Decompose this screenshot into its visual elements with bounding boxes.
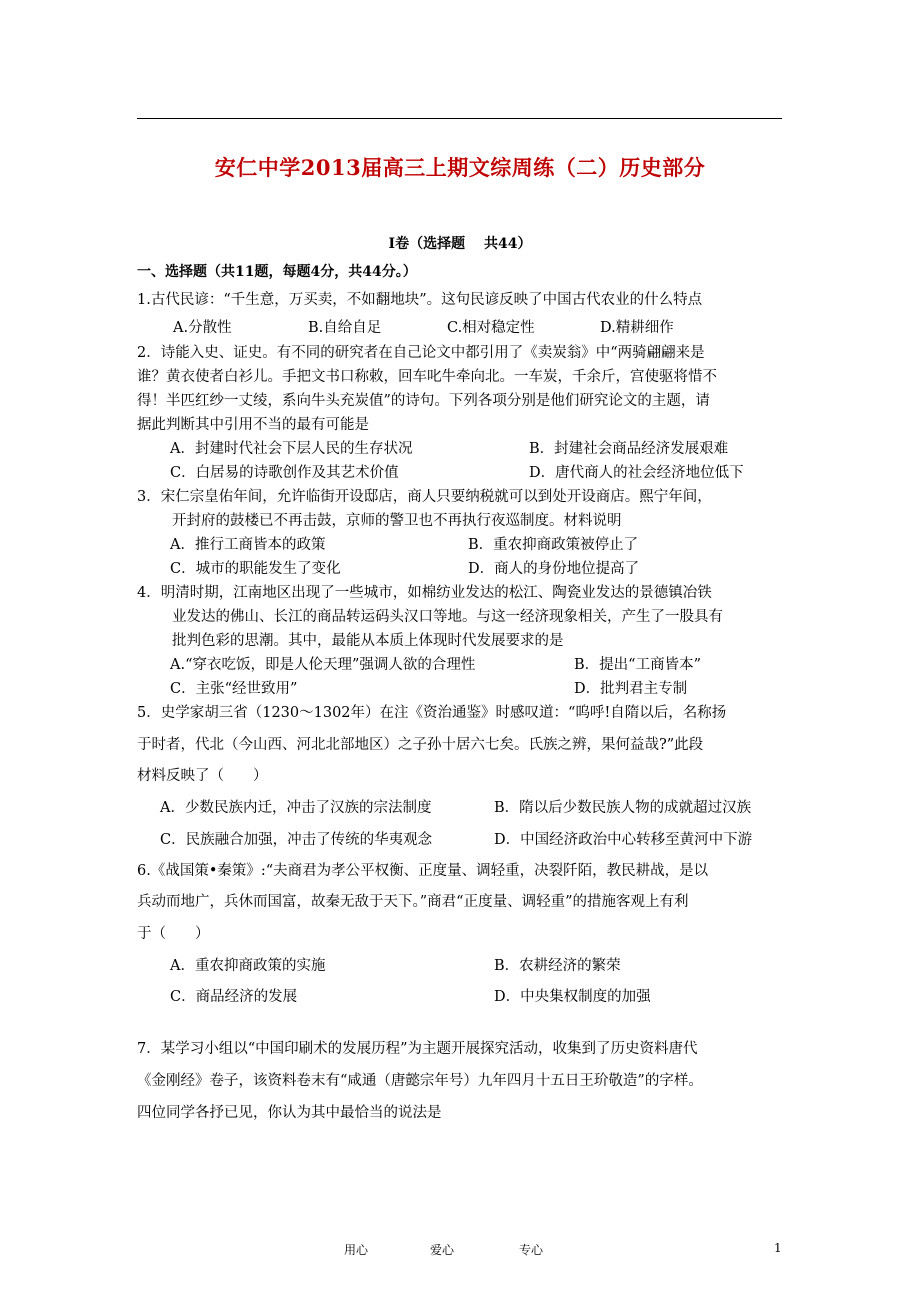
question-5-stem-line: 5．史学家胡三省（1230～1302年）在注《资治通鉴》时感叹道：“呜呼!自隋以后，名称扬	[137, 705, 727, 721]
question-4-option-a: A.“穿衣吃饭，即是人伦天理”强调人欲的合理性	[170, 657, 476, 673]
question-3-option-a: A．推行工商皆本的政策	[170, 537, 326, 553]
question-4-option-b: B．提出“工商皆本”	[574, 657, 701, 673]
question-3-option-d: D．商人的身份地位提高了	[468, 561, 640, 577]
question-2-option-d: D．唐代商人的社会经济地位低下	[529, 465, 744, 481]
question-1-option-a: A.分散性	[173, 320, 232, 336]
question-7-stem-line: 四位同学各抒已见，你认为其中最恰当的说法是	[137, 1105, 442, 1121]
question-4-stem-line: 4．明清时期，江南地区出现了一些城市，如棉纺业发达的松江、陶瓷业发达的景德镇冶铁	[137, 585, 712, 601]
page-number: 1	[774, 1241, 782, 1255]
question-2-stem-line: 谁？黄衣使者白衫儿。手把文书口称敕，回车叱牛牵向北。一车炭，千余斤，宫使驱将惜不	[137, 369, 717, 385]
part-heading: 一、选择题（共11题，每题4分，共44分。）	[137, 264, 417, 280]
question-6-option-b: B．农耕经济的繁荣	[494, 958, 621, 974]
question-3-stem-line: 3．宋仁宗皇佑年间，允许临街开设邸店，商人只要纳税就可以到处开设商店。熙宁年间，	[137, 489, 712, 505]
question-7-stem-line: 《金刚经》卷子，该资料卷末有“咸通（唐懿宗年号）九年四月十五日王玠敬造”的字样。	[137, 1073, 703, 1089]
question-6-option-c: C．商品经济的发展	[170, 989, 298, 1005]
question-6-stem-line: 于（ ）	[137, 926, 210, 942]
question-5-stem-line: 材料反映了（ ）	[137, 768, 268, 784]
question-3-stem-line: 开封府的鼓楼已不再击鼓，京师的警卫也不再执行夜巡制度。材料说明	[172, 513, 622, 529]
question-4-stem-line: 业发达的佛山、长江的商品转运码头汉口等地。与这一经济现象相关，产生了一股具有	[172, 609, 723, 625]
footer-left-text: 用心	[344, 1243, 369, 1257]
question-4-option-d: D．批判君主专制	[574, 681, 688, 697]
question-6-stem-line: 6.《战国策•秦策》:“夫商君为孝公平权衡、正度量、调轻重，决裂阡陌，教民耕战，是以	[137, 863, 709, 879]
question-3-option-b: B．重农抑商政策被停止了	[468, 537, 639, 553]
question-1-option-d: D.精耕细作	[600, 320, 674, 336]
question-5-option-a: A．少数民族内迁，冲击了汉族的宗法制度	[160, 800, 432, 816]
question-2-stem-line: 2．诗能入史、证史。有不同的研究者在自己论文中都引用了《卖炭翁》中“两骑翩翩来是	[137, 345, 705, 361]
question-2-stem-line: 据此判断其中引用不当的最有可能是	[137, 417, 369, 433]
question-5-option-b: B．隋以后少数民族人物的成就超过汉族	[494, 800, 752, 816]
question-6-stem-line: 兵动而地广，兵休而国富，故秦无敌于天下。”商君“正度量、调轻重”的措施客观上有利	[137, 894, 689, 910]
question-4-option-c: C．主张“经世致用”	[170, 681, 298, 697]
question-2-option-a: A．封建时代社会下层人民的生存状况	[170, 441, 413, 457]
question-5-option-c: C．民族融合加强，冲击了传统的华夷观念	[160, 832, 433, 848]
header-rule	[137, 118, 782, 119]
question-4-stem-line: 批判色彩的思潮。其中，最能从本质上体现时代发展要求的是	[172, 633, 564, 649]
question-2-option-c: C．白居易的诗歌创作及其艺术价值	[170, 465, 399, 481]
question-6-option-a: A．重农抑商政策的实施	[170, 958, 326, 974]
footer-middle-text: 爱心	[430, 1243, 455, 1257]
question-5-stem-line: 于时者，代北（今山西、河北北部地区）之子孙十居六七矣。氏族之辨，果何益哉?”此段	[137, 737, 704, 753]
question-1-stem-line: 1.古代民谚：“千生意，万买卖，不如翻地块”。这句民谚反映了中国古代农业的什么特点	[137, 292, 703, 308]
question-1-option-c: C.相对稳定性	[447, 320, 535, 336]
question-1-option-b: B.自给自足	[308, 320, 382, 336]
section-heading: Ⅰ卷（选择题 共44）	[388, 236, 532, 252]
question-6-option-d: D．中央集权制度的加强	[494, 989, 651, 1005]
question-7-stem-line: 7．某学习小组以“中国印刷术的发展历程”为主题开展探究活动，收集到了历史资料唐代	[137, 1041, 698, 1057]
footer-right-text: 专心	[519, 1243, 544, 1257]
question-3-option-c: C．城市的职能发生了变化	[170, 561, 341, 577]
question-2-stem-line: 得！半匹红纱一丈绫，系向牛头充炭值”的诗句。下列各项分别是他们研究论文的主题，请	[137, 393, 710, 409]
page-title: 安仁中学2013届高三上期文综周练（二）历史部分	[214, 155, 706, 180]
question-5-option-d: D．中国经济政治中心转移至黄河中下游	[494, 832, 753, 848]
question-2-option-b: B．封建社会商品经济发展艰难	[529, 441, 729, 457]
